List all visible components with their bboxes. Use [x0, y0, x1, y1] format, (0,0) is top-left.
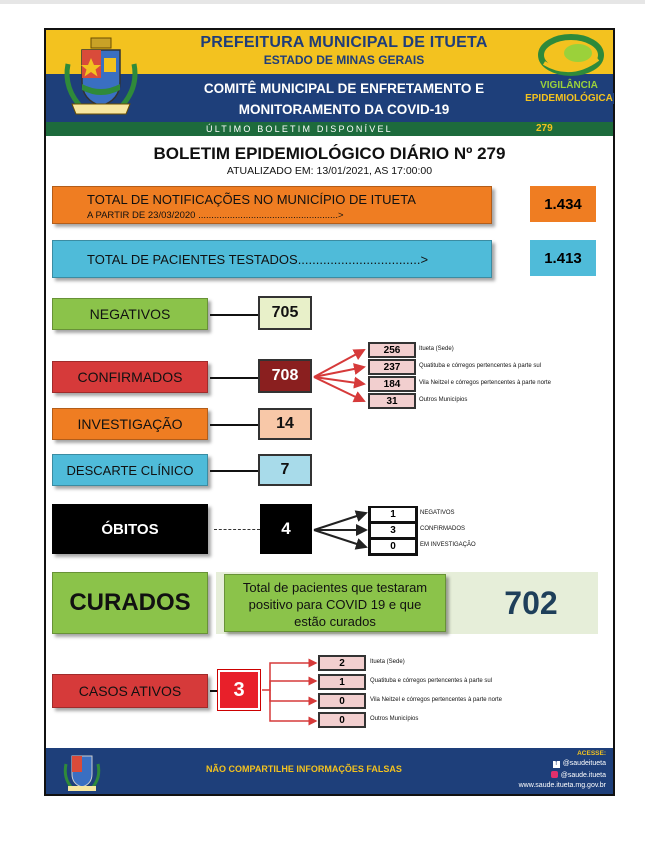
active-sede-value: 2: [318, 655, 366, 671]
bulletin-frame: [44, 28, 615, 796]
investigation-connector: [210, 424, 258, 426]
cured-description: Total de pacientes que testaram positivo para COVID 19 e que estão curados: [224, 574, 446, 632]
deaths-negative-label: NEGATIVOS: [420, 510, 455, 516]
deaths-connector: [214, 529, 260, 530]
confirmed-sul-value: 237: [368, 359, 416, 375]
access-label: ACESSE:: [577, 750, 606, 757]
last-bulletin-number: 279: [536, 123, 553, 134]
negatives-value: 705: [258, 296, 312, 330]
committee-line-1: COMITÊ MUNICIPAL DE ENFRETAMENTO E: [203, 81, 485, 96]
active-sul-label: Quatituba e córregos pertencentes à parte sul: [370, 678, 493, 684]
confirmed-branch-arrows: [312, 340, 368, 414]
facebook-handle[interactable]: [486, 760, 606, 768]
deaths-value: 4: [260, 504, 312, 554]
tested-banner: TOTAL DE PACIENTES TESTADOS..................................>: [52, 240, 492, 278]
epidemiologica-label: EPIDEMIOLÓGICA: [525, 93, 613, 104]
municipal-coat-of-arms-icon: [58, 34, 144, 118]
notifications-since: A PARTIR DE 23/03/2020 .....................................................>: [87, 210, 344, 221]
confirmed-label: CONFIRMADOS: [52, 361, 208, 393]
investigation-value: 14: [258, 408, 312, 440]
clinical-discard-label: DESCARTE CLÍNICO: [52, 454, 208, 486]
confirmed-norte-label: Vila Neitzel e córregos pertencentes à parte norte: [419, 380, 551, 386]
last-bulletin-label: ÚLTIMO BOLETIM DISPONÍVEL .............: [206, 124, 393, 146]
confirmed-sul-label: Quatituba e córregos pertencentes à parte sul: [419, 363, 542, 369]
active-norte-value: 0: [318, 693, 366, 709]
website-link[interactable]: www.saude.itueta.mg.gov.br: [518, 782, 606, 789]
committee-name: [164, 78, 524, 120]
vigilancia-logo-icon: [536, 33, 606, 77]
tested-value: 1.413: [530, 240, 596, 276]
bulletin-title: BOLETIM EPIDEMIOLÓGICO DIÁRIO Nº 279: [153, 144, 506, 163]
deaths-branch-arrows: [312, 506, 370, 554]
top-strip: [0, 0, 645, 4]
deaths-confirmed-value: 3: [371, 524, 415, 537]
clinical-discard-connector: [210, 470, 258, 472]
notifications-label: TOTAL DE NOTIFICAÇÕES NO MUNICÍPIO DE ITUETA: [87, 192, 416, 207]
active-outros-value: 0: [318, 712, 366, 728]
active-sul-value: 1: [318, 674, 366, 690]
fake-news-warning: NÃO COMPARTILHE INFORMAÇÕES FALSAS: [206, 764, 402, 774]
confirmed-sede-value: 256: [368, 342, 416, 358]
facebook-icon: f: [553, 761, 560, 768]
active-cases-value: 3: [218, 670, 260, 710]
deaths-investigation-label: EM INVESTIGAÇÃO: [420, 542, 476, 548]
negatives-label: NEGATIVOS: [52, 298, 208, 330]
deaths-investigation-value: 0: [371, 540, 415, 553]
negatives-connector: [210, 314, 258, 316]
facebook-handle-text: @saudeitueta: [562, 760, 606, 767]
footer-coat-of-arms-icon: [60, 750, 104, 792]
state-name: ESTADO DE MINAS GERAIS: [263, 53, 425, 67]
deaths-confirmed-label: CONFIRMADOS: [420, 526, 465, 532]
instagram-handle-text: @saude.itueta: [560, 772, 606, 779]
active-cases-branch-arrows: [260, 654, 320, 730]
confirmed-outros-value: 31: [368, 393, 416, 409]
cured-value: 702: [504, 584, 558, 621]
active-sede-label: Itueta (Sede): [370, 659, 405, 665]
confirmed-connector: [210, 377, 258, 379]
confirmed-value: 708: [258, 359, 312, 393]
confirmed-sede-label: Itueta (Sede): [419, 346, 454, 352]
committee-line-2: MONITORAMENTO DA COVID-19: [238, 102, 450, 117]
notifications-value: 1.434: [530, 186, 596, 222]
active-cases-label: CASOS ATIVOS: [52, 674, 208, 708]
cured-label: CURADOS: [52, 572, 208, 634]
clinical-discard-value: 7: [258, 454, 312, 486]
deaths-negative-value: 1: [371, 508, 415, 521]
notifications-banner: [52, 186, 492, 224]
confirmed-outros-label: Outros Municípios: [419, 397, 468, 403]
confirmed-norte-value: 184: [368, 376, 416, 392]
updated-timestamp: ATUALIZADO EM: 13/01/2021, AS 17:00:00: [226, 165, 433, 177]
city-hall-name: PREFEITURA MUNICIPAL DE ITUETA: [200, 34, 488, 51]
active-outros-label: Outros Municípios: [370, 716, 419, 722]
active-norte-label: Vila Neitzel e córregos pertencentes à parte norte: [370, 697, 502, 703]
deaths-label: ÓBITOS: [52, 504, 208, 554]
instagram-handle[interactable]: [486, 771, 606, 779]
instagram-icon: [551, 771, 558, 778]
vigilancia-label: VIGILÂNCIA: [540, 80, 598, 91]
investigation-label: INVESTIGAÇÃO: [52, 408, 208, 440]
